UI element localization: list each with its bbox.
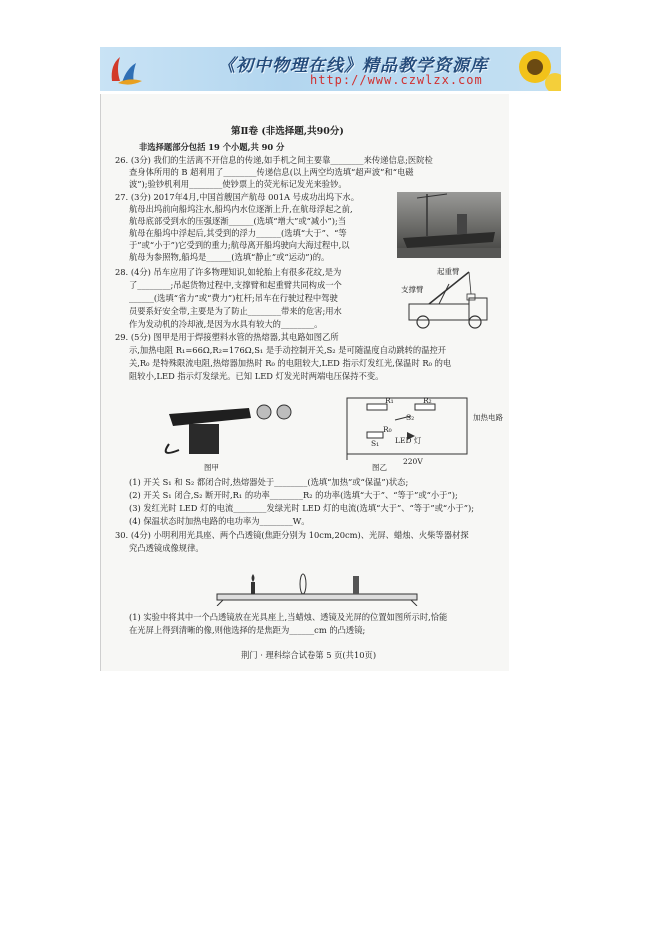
hot-melt-tool-figure (129, 394, 339, 462)
site-banner (100, 47, 561, 91)
q30-line-1: 30. (4分) 小明利用光具座、两个凸透镜(焦距分别为 10cm,20cm)、光屏、蜡烛、火柴等器材探 (115, 530, 469, 540)
sunflower-icon (503, 47, 561, 91)
q29-line-1: 29. (5分) 图甲是用于焊接塑料水管的热熔器,其电路如图乙所 (115, 332, 339, 342)
q27-line-2: 航母出坞前向船坞注水,船坞内水位逐渐上升,在航母浮起之前, (129, 204, 353, 214)
section-title: 第Ⅱ卷 (非选择题,共90分) (231, 126, 344, 137)
q26-line-3: 波”);验钞机利用________使钞票上的荧光标记发光来验钞。 (129, 179, 347, 189)
q29-part-2: (2) 开关 S₁ 闭合,S₂ 断开时,R₁ 的功率________R₂ 的功率(选填“大于”、“等于”或“小于”); (129, 490, 458, 500)
circuit-label-voltage: 220V (403, 457, 423, 466)
circuit-label-r2: R₂ (423, 396, 432, 405)
circuit-label-s2: S₂ (406, 413, 415, 422)
crane-label-boom: 起重臂 (437, 267, 460, 276)
exam-page (100, 94, 509, 671)
q27-line-4: 航母在船坞中浮起后,其受到的浮力______(选填“大于”、“等 (129, 228, 347, 238)
figure-caption-right: 图乙 (372, 463, 387, 472)
q27-line-6: 航母为参照物,船坞是______(选填“静止”或“运动”)的。 (129, 252, 330, 262)
q26-line-2: 查身体所用的 B 超利用了________传递信息(以上两空均选填“超声波”和“电磁 (129, 167, 414, 177)
q30-part-1-line-1: (1) 实验中将其中一个凸透镜放在光具座上,当蜡烛、透镜及光屏的位置如图所示时,恰能 (129, 612, 448, 622)
circuit-label-s1: S₁ (371, 439, 380, 448)
q29-line-3: 关,R₀ 是特殊限流电阻,热熔器加热时 R₀ 的电阻较大,LED 指示灯发红光,保温时 R₀ 的电 (129, 358, 452, 368)
banner-url[interactable]: http://www.czwlzx.com (310, 73, 483, 87)
q29-line-2: 示,加热电阻 R₁=66Ω,R₂=176Ω,S₁ 是手动控制开关,S₂ 是可随温度自动跳转的温控开 (129, 345, 447, 355)
crane-label-support: 支撑臂 (401, 285, 424, 294)
q30-line-2: 究凸透镜成像规律。 (129, 543, 204, 553)
figure-caption-left: 图甲 (204, 463, 219, 472)
aircraft-carrier-photo (397, 192, 501, 258)
banner-title: 《初中物理在线》精品教学资源库 (218, 56, 488, 76)
circuit-label-r0: R₀ (383, 425, 392, 434)
q27-line-5: 于”或“小于”)它受到的重力;航母离开船坞驶向大海过程中,以 (129, 240, 350, 250)
q27-line-1: 27. (3分) 2017年4月,中国首艘国产航母 001A 号成功出坞下水。 (115, 192, 359, 202)
q27-line-3: 航母底部受到水的压强逐渐______(选填“增大”或“减小”);当 (129, 216, 347, 226)
q26-line-1: 26. (3分) 我们的生活离不开信息的传递,如手机之间主要靠________来传递信息;医院检 (115, 155, 433, 165)
site-logo-icon (106, 51, 146, 87)
section-intro: 非选择题部分包括 19 个小题,共 90 分 (139, 142, 285, 152)
page-footer: 荆门 · 理科综合试卷第 5 页(共10页) (241, 650, 377, 660)
circuit-diagram (337, 392, 487, 464)
q28-line-4: 员要系好安全带,主要是为了防止________带来的危害;用水 (129, 306, 342, 316)
optical-bench-diagram (213, 570, 421, 606)
q29-part-4: (4) 保温状态时加热电路的电功率为________W。 (129, 516, 310, 526)
q29-line-4: 阻较小,LED 指示灯发绿光。已知 LED 灯发光时两端电压保持不变。 (129, 371, 384, 381)
q28-line-5: 作为发动机的冷却液,是因为水具有较大的________。 (129, 319, 323, 329)
q29-part-3: (3) 发红光时 LED 灯的电流________发绿光时 LED 灯的电流(选填“大于”、“等于”或“小于”); (129, 503, 475, 513)
q29-part-1: (1) 开关 S₁ 和 S₂ 都闭合时,热熔器处于________(选填“加热”或“保温”)状态; (129, 477, 409, 487)
q28-line-1: 28. (4分) 吊车应用了许多物理知识,如轮胎上有很多花纹,是为 (115, 267, 342, 277)
q28-line-3: ______(选填“省力”或“费力”)杠杆;吊车在行驶过程中驾驶 (129, 293, 338, 303)
circuit-label-led: LED 灯 (395, 436, 422, 445)
circuit-label-r1: R₁ (385, 396, 394, 405)
circuit-label-heat: 加热电路 (473, 413, 503, 422)
q30-part-1-line-2: 在光屏上得到清晰的像,则他选择的是焦距为______cm 的凸透镜; (129, 625, 366, 635)
q28-line-2: 了________;吊起货物过程中,支撑臂和起重臂共同构成一个 (129, 280, 342, 290)
